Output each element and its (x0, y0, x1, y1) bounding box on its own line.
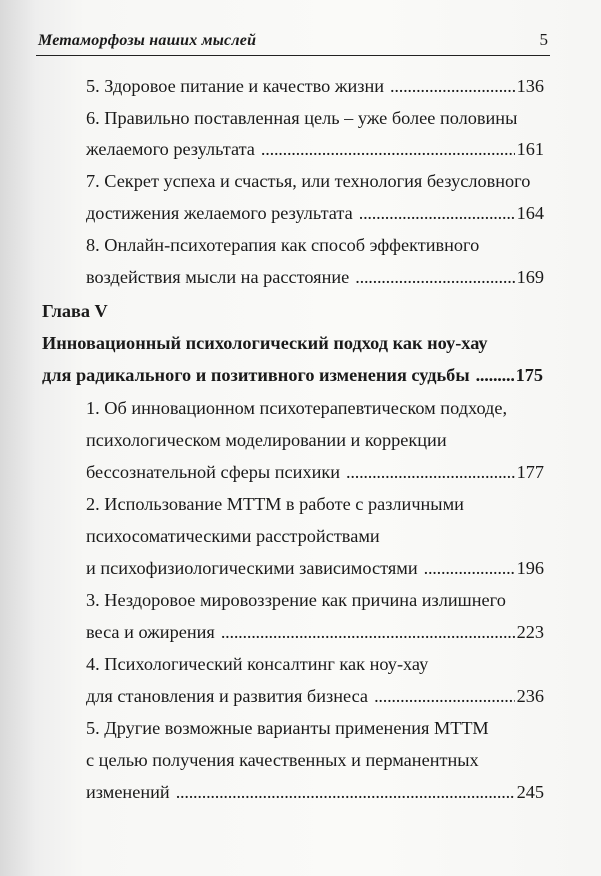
chapter-title-line: для радикального и позитивного изменения судьбы (42, 365, 470, 385)
toc-entry-title: 1. Об инновационном психотерапевтическом подходе, (86, 398, 508, 418)
chapter-title (42, 361, 548, 389)
toc-entry-title: и психофизиологическими зависимостями (86, 558, 418, 578)
toc-entry-title: 5. Здоровое питание и качество жизни (86, 76, 385, 96)
toc-entry (86, 231, 479, 259)
toc-entry-title: 3. Нездоровое мировоззрение как причина излишнего (86, 590, 506, 610)
header-rule (36, 55, 550, 56)
leader-dots (176, 778, 515, 806)
toc-entry-page: 169 (516, 267, 544, 287)
toc-entry-title: 6. Правильно поставленная цель – уже более половины (86, 108, 518, 128)
toc-entry-page: 175 (515, 365, 544, 385)
leader-dots (221, 618, 515, 646)
toc-entry (86, 682, 544, 710)
toc-entry-page: 223 (516, 622, 544, 642)
running-header (38, 30, 548, 52)
toc-entry (86, 714, 489, 742)
toc-entry-title: 5. Другие возможные варианты применения МТТМ (86, 718, 489, 738)
toc-entry-title: достижения желаемого результата (86, 203, 353, 223)
chapter-label: Глава V (42, 301, 108, 321)
toc-entry-title: веса и ожирения (86, 622, 215, 642)
chapter-heading (42, 297, 108, 325)
toc-entry-title: психосоматическими расстройствами (86, 526, 380, 546)
toc-entry (86, 746, 479, 774)
leader-dots (476, 361, 514, 389)
toc-entry (86, 394, 507, 422)
toc-entry-title: с целью получения качественных и перманентных (86, 750, 479, 770)
toc-entry-page: 177 (516, 462, 544, 482)
toc-entry (86, 263, 544, 291)
toc-entry-title: 7. Секрет успеха и счастья, или технология безусловного (86, 171, 531, 191)
toc-entry-title: изменений (86, 782, 170, 802)
toc-entry-page: 245 (516, 782, 544, 802)
toc-entry (86, 426, 447, 454)
page-number: 5 (539, 30, 548, 49)
leader-dots (424, 554, 515, 582)
toc-entry (86, 650, 428, 678)
chapter-title (42, 329, 488, 357)
leader-dots (359, 199, 515, 227)
toc-entry (86, 490, 464, 518)
toc-entry (86, 458, 544, 486)
toc-entry-page: 196 (516, 558, 544, 578)
toc-entry-page: 236 (516, 686, 544, 706)
toc-entry-title: 8. Онлайн-психотерапия как способ эффективного (86, 235, 480, 255)
chapter-title-line: Инновационный психологический подход как ноу-хау (42, 333, 488, 353)
toc-entry-title: бессознательной сферы психики (86, 462, 341, 482)
book-title: Метаморфозы наших мыслей (38, 32, 257, 49)
leader-dots (355, 263, 514, 291)
leader-dots (261, 135, 515, 163)
leader-dots (374, 682, 515, 710)
toc-entry (86, 778, 544, 806)
toc-entry-title: воздействия мысли на расстояние (86, 267, 350, 287)
toc-entry (86, 199, 544, 227)
leader-dots (390, 72, 515, 100)
toc-entry (86, 135, 544, 163)
toc-entry-page: 136 (516, 76, 544, 96)
leader-dots (346, 458, 515, 486)
toc-entry (86, 167, 530, 195)
toc-entry (86, 104, 517, 132)
toc-entry (86, 72, 544, 100)
toc-entry-title: 2. Использование МТТМ в работе с различными (86, 494, 464, 514)
toc-entry-title: желаемого результата (86, 139, 255, 159)
toc-entry-page: 164 (516, 203, 544, 223)
toc-entry (86, 554, 544, 582)
toc-entry (86, 522, 380, 550)
toc-entry-title: психологическом моделировании и коррекции (86, 430, 447, 450)
toc-entry-title: для становления и развития бизнеса (86, 686, 369, 706)
toc-entry (86, 586, 506, 614)
toc-entry-page: 161 (516, 139, 544, 159)
toc-entry (86, 618, 544, 646)
toc-entry-title: 4. Психологический консалтинг как ноу-хау (86, 654, 429, 674)
